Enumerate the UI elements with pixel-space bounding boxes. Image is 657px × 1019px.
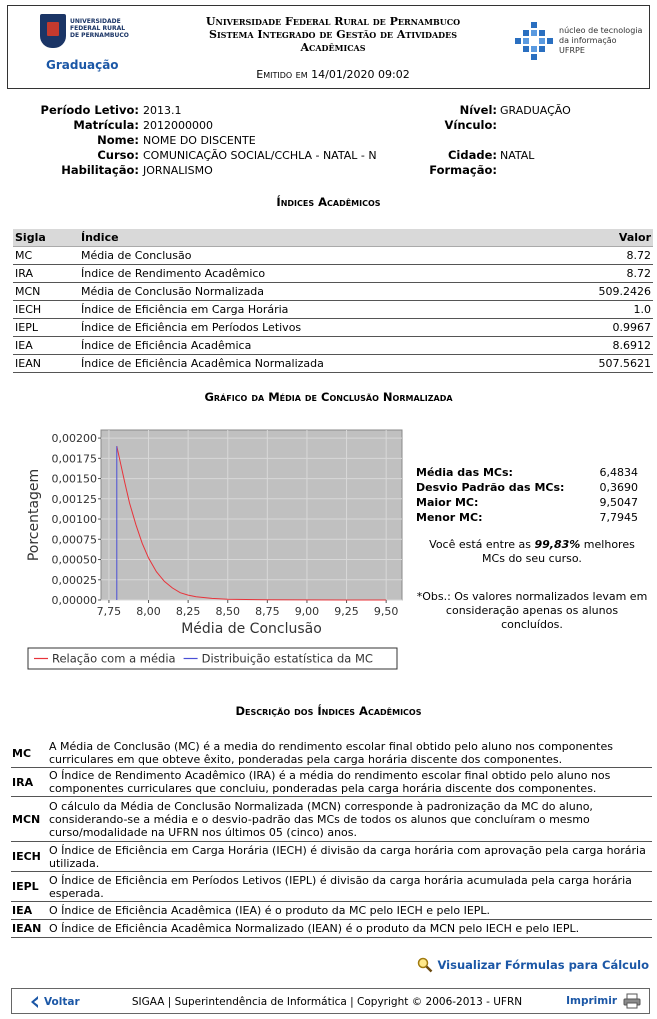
habilitacao-value: JORNALISMO [143,164,213,177]
logo-subtitle: Graduação [46,58,119,72]
table-row [11,842,652,872]
university-shield-icon [40,14,66,48]
emission-date: Emitido em 14/01/2020 09:02 [256,68,410,81]
x-tick-label: 9,50 [373,605,399,618]
media-value: 6,4834 [599,466,638,479]
footer-copyright: SIGAA | Superintendência de Informática | Copyright © 2006-2013 - UFRN [131,996,523,1008]
desc-text: O Índice de Eficiência Acadêmica (IEA) é o produto da MC pelo IECH e pelo IEPL. [48,902,652,920]
desc-code: IEA [11,902,48,920]
y-tick-label: 0,00175 [51,452,97,466]
valor-cell: 1.0 [546,301,653,319]
mcn-chart [24,424,404,674]
desc-code: IRA [11,768,48,797]
chart-svg [24,424,404,674]
sigla-cell: IEPL [13,319,79,337]
title-line-2: Sistema Integrado de Gestão de Atividades [209,28,457,41]
indice-cell: Índice de Rendimento Acadêmico [79,265,546,283]
valor-cell: 0.9967 [546,319,653,337]
x-tick-label: 9,00 [294,605,320,618]
periodo-label: Período Letivo: [40,103,139,117]
title-line-1: Universidade Federal Rural de Pernambuco [205,15,461,28]
plot-area [101,430,402,600]
ufrpe-logo [38,12,128,74]
formulas-link-label: Visualizar Fórmulas para Cálculo [437,958,649,972]
obs-note: *Obs.: Os valores normalizados levam em consideração apenas os alunos concluídos. [416,590,648,631]
y-axis-label: Porcentagem [26,468,42,562]
sigla-cell: IEAN [13,355,79,373]
x-axis-label: Média de Conclusão [181,621,322,637]
x-tick-label: 8,75 [255,605,280,618]
chart-section-title: Gráfico da Média de Conclusão Normalizada [204,390,453,404]
nivel-label: Nível: [459,103,497,117]
report-header [7,5,650,89]
report-title [148,15,518,54]
title-line-3: Acadêmicas [300,41,366,54]
indice-cell: Índice de Eficiência em Carga Horária [79,301,546,319]
valor-cell: 8.72 [546,247,653,265]
nti-logo [513,20,643,60]
media-label: Média das MCs: [416,466,513,479]
y-tick-label: 0,00075 [51,533,97,547]
desvio-label: Desvio Padrão das MCs: [416,481,565,494]
desc-code: IECH [11,842,48,872]
indices-header-row [13,229,653,247]
table-row [13,337,653,355]
matricula-label: Matrícula: [73,118,139,132]
x-tick-label: 8,50 [215,605,240,618]
sigla-cell: MCN [13,283,79,301]
menor-label: Menor MC: [416,511,483,524]
print-button[interactable] [566,993,641,1009]
sigla-cell: IECH [13,301,79,319]
desc-code: IEAN [11,920,48,938]
cidade-label: Cidade: [447,148,497,162]
descriptions-table [11,739,652,938]
ranking-suffix: melhores MCs do seu curso. [482,538,635,565]
matricula-value: 2012000000 [143,119,213,132]
x-tick-label: 8,25 [175,605,201,618]
desvio-value: 0,3690 [599,481,638,494]
vinculo-label: Vínculo: [444,118,497,132]
curso-label: Curso: [97,148,139,162]
table-row [11,920,652,938]
indices-title: Índices Acadêmicos [276,195,381,209]
y-tick-label: 0,00050 [51,553,97,567]
valor-cell: 8.72 [546,265,653,283]
desc-text: O Índice de Eficiência em Carga Horária (IECH) é divisão da carga horária com aprovação pela carga horária utilizada. [48,842,652,872]
print-label: Imprimir [566,995,617,1007]
sigla-cell: MC [13,247,79,265]
valor-cell: 509.2426 [546,283,653,301]
mc-stats [416,466,646,526]
table-row [13,319,653,337]
sigla-cell: IEA [13,337,79,355]
maior-value: 9,5047 [599,496,638,509]
y-tick-label: 0,00000 [51,594,97,607]
curso-value: COMUNICAÇÃO SOCIAL/CCHLA - NATAL - N [143,149,377,162]
ranking-percent: 99,83% [534,538,581,551]
magnifier-icon [417,957,433,973]
descriptions-title: Descrição dos Índices Acadêmicos [235,704,422,718]
table-row [13,247,653,265]
printer-icon [623,993,641,1009]
table-row [11,739,652,768]
indice-cell: Índice de Eficiência Acadêmica Normalizada [79,355,546,373]
desc-code: IEPL [11,872,48,902]
ranking-note [416,538,648,566]
nti-dots-icon [515,22,553,58]
indices-table [13,229,653,373]
desc-code: MC [11,739,48,768]
indice-cell: Média de Conclusão Normalizada [79,283,546,301]
maior-label: Maior MC: [416,496,479,509]
table-row [11,768,652,797]
back-arrow-icon [28,995,40,1009]
y-tick-label: 0,00150 [51,472,97,486]
menor-value: 7,7945 [599,511,638,524]
indice-cell: Índice de Eficiência Acadêmica [79,337,546,355]
col-sigla: Sigla [13,229,79,247]
desc-text: A Média de Conclusão (MC) é a media do rendimento escolar final obtido pelo aluno nos componentes curriculares em que obteve êxito, ponderadas pela carga horária discente dos componentes. [48,739,652,768]
x-tick-label: 7,75 [96,605,122,618]
cidade-value: NATAL [500,149,535,162]
formulas-link[interactable] [417,957,649,973]
ranking-prefix: Você está entre as [429,538,535,551]
y-tick-label: 0,00025 [51,573,97,587]
y-tick-label: 0,00100 [51,513,97,527]
back-label: Voltar [44,996,80,1008]
desc-text: O Índice de Rendimento Acadêmico (IRA) é a média do rendimento escolar final obtido pelo aluno nos componentes curriculares que concluiu, ponderadas pela carga horária discente dos componentes. [48,768,652,797]
desc-text: O Índice de Eficiência Acadêmica Normalizado (IEAN) é o produto da MCN pelo IECH e pelo IEPL. [48,920,652,938]
sigla-cell: IRA [13,265,79,283]
back-button[interactable] [28,995,80,1009]
formacao-label: Formação: [429,163,497,177]
desc-text: O Índice de Eficiência em Períodos Letivos (IEPL) é divisão da carga horária acumulada pela carga horária esperada. [48,872,652,902]
table-row [11,902,652,920]
x-tick-label: 9,25 [334,605,359,618]
nti-text: núcleo de tecnologia da informação UFRPE [559,26,643,55]
valor-cell: 507.5621 [546,355,653,373]
table-row [13,265,653,283]
logo-text: UNIVERSIDADE FEDERAL RURAL DE PERNAMBUCO [70,18,129,39]
desc-text: O cálculo da Média de Conclusão Normalizada (MCN) corresponde à padronização da MC do aluno, considerando-se a média e o desvio-padrão das MCs de todos os alunos que concluíram o mesmo curso/modalidade na UFRN nos últimos 05 (cinco) anos. [48,797,652,842]
student-info [0,101,657,179]
col-indice: Índice [79,229,546,247]
nome-value: NOME DO DISCENTE [143,134,256,147]
legend-label: Distribuição estatística da MC [201,651,373,666]
col-valor: Valor [546,229,653,247]
legend-label: Relação com a média [52,651,176,666]
x-tick-label: 8,00 [136,605,161,618]
footer [11,988,650,1014]
nivel-value: GRADUAÇÃO [500,104,571,117]
nome-label: Nome: [97,133,139,147]
table-row [11,797,652,842]
indice-cell: Índice de Eficiência em Períodos Letivos [79,319,546,337]
desc-code: MCN [11,797,48,842]
table-row [13,355,653,373]
valor-cell: 8.6912 [546,337,653,355]
table-row [13,301,653,319]
y-tick-label: 0,00125 [51,492,97,506]
table-row [11,872,652,902]
habilitacao-label: Habilitação: [61,163,139,177]
table-row [13,283,653,301]
indice-cell: Média de Conclusão [79,247,546,265]
y-tick-label: 0,00200 [51,432,97,446]
periodo-value: 2013.1 [143,104,182,117]
